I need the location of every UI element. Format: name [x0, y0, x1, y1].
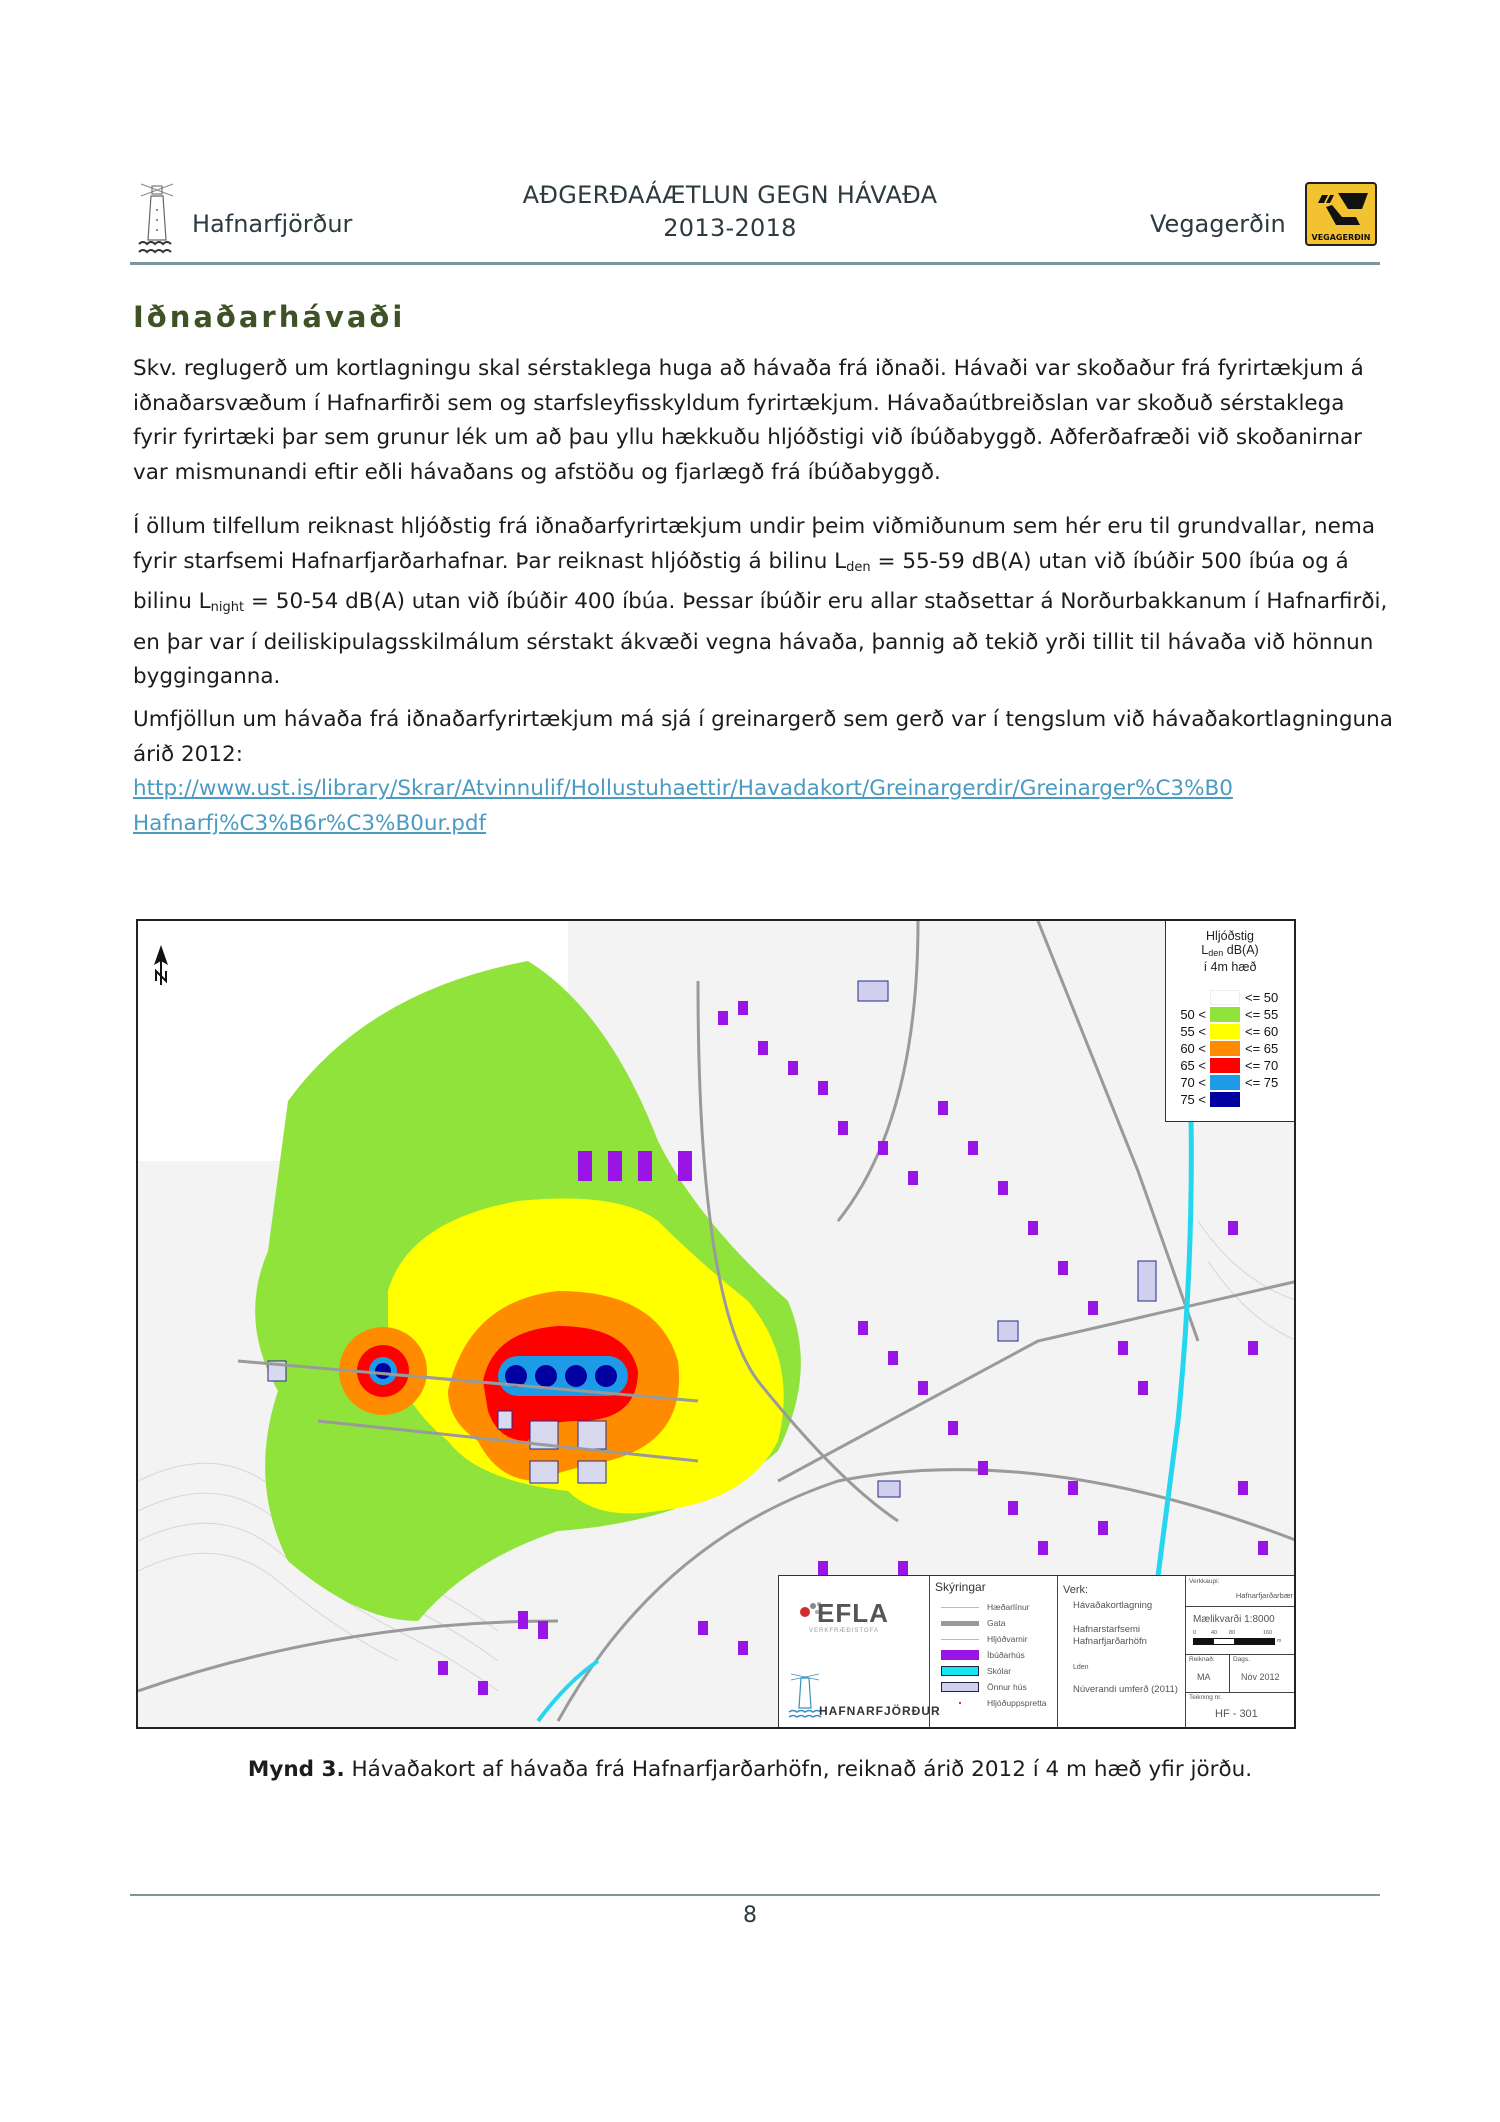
map-key-label: Hæðarlínur: [987, 1602, 1030, 1612]
drawing-info: [1185, 1576, 1296, 1729]
legend-row: [1174, 989, 1278, 1006]
calculated-by-label: Reiknað:: [1189, 1656, 1215, 1663]
title-block-logos: [779, 1576, 941, 1729]
noise-map-figure: [136, 919, 1296, 1729]
project-location: Hafnarfjarðarhöfn: [1073, 1636, 1147, 1647]
scale-tick: 80: [1229, 1630, 1236, 1636]
map-key-row: [941, 1648, 1025, 1662]
header-divider: [130, 262, 1380, 265]
map-key-row: [941, 1600, 1030, 1614]
scale-box: [1185, 1606, 1296, 1655]
legend-den-sub: den: [1208, 948, 1224, 958]
legend-swatch: [1210, 1092, 1240, 1107]
noise-level-legend: [1165, 921, 1294, 1122]
page-header: [130, 172, 1380, 260]
figure-caption: [0, 1757, 1500, 1782]
legend-swatch: [1210, 1024, 1240, 1039]
legend-swatch: [1210, 1041, 1240, 1056]
legend-row: [1174, 1074, 1278, 1091]
legend-swatch: [1210, 1058, 1240, 1073]
drawing-number: HF - 301: [1215, 1708, 1258, 1720]
figure-label: Mynd 3.: [247, 1757, 345, 1782]
legend-high: <= 60: [1245, 1024, 1279, 1039]
map-key-row: [941, 1680, 1027, 1694]
project-label: Verk:: [1063, 1584, 1089, 1596]
legend-high: <= 55: [1245, 1007, 1279, 1022]
legend-unit: dB(A): [1223, 943, 1259, 957]
legend-low: 70 <: [1180, 1075, 1206, 1090]
date-label: Dags.: [1233, 1656, 1250, 1663]
legend-title: [1166, 929, 1294, 974]
report-link-line1[interactable]: http://www.ust.is/library/Skrar/Atvinnulif/Hollustuhaettir/Havadakort/Greinargerdir/Greinarger%C3%B0: [133, 776, 1233, 801]
legend-high: <= 70: [1245, 1058, 1279, 1073]
scale-unit: m: [1277, 1638, 1282, 1644]
efla-logo: EFLA: [817, 1598, 889, 1628]
paragraph-2-text-c: = 50-54 dB(A) utan við íbúðir 400 íbúa. Þessar íbúðir eru allar staðsettar á Norðurbakkanum í Hafnarfirði, en þar var í deiliskipulagsskilmálum sérstakt ákvæði vegna hávaða, þannig að tekið yrði tillit til hávaða við hönnun bygginganna.: [133, 589, 1388, 689]
lnight-subscript: night: [210, 600, 245, 615]
vegagerdin-logo: [1305, 182, 1377, 246]
legend-low: 75 <: [1180, 1092, 1206, 1107]
client-label: Verkkaupi:: [1189, 1578, 1220, 1585]
footer-divider: [130, 1894, 1380, 1896]
project-indicator: Lden: [1073, 1664, 1089, 1671]
paragraph-3-text: Umfjöllun um hávaða frá iðnaðarfyrirtækjum má sjá í greinargerð sem gerð var í tengslum við hávaðakortlagninguna árið 2012:: [133, 707, 1393, 767]
legend-title-line3: í 4m hæð: [1203, 960, 1257, 974]
map-key-label: Gata: [987, 1618, 1006, 1628]
lighthouse-icon: [787, 1670, 823, 1720]
legend-low: 60 <: [1180, 1041, 1206, 1056]
calc-date-box: [1185, 1654, 1296, 1693]
lighthouse-icon: [135, 180, 179, 260]
calculated-by: MA: [1197, 1672, 1211, 1682]
legend-row: [1174, 1006, 1278, 1023]
legend-title-line1: Hljóðstig: [1206, 929, 1254, 943]
paragraph-3: [133, 703, 1393, 841]
efla-subtitle: VERKFRÆÐISTOFA: [809, 1628, 879, 1634]
scale-label: Mælikvarði 1:8000: [1193, 1614, 1275, 1625]
map-key-label: Hljóðuppspretta: [987, 1698, 1047, 1708]
scale-bar: [1193, 1638, 1275, 1645]
legend-swatch: [1210, 990, 1240, 1005]
header-right-org: Vegagerðin: [1150, 210, 1286, 238]
figure-caption-text: Hávaðakort af hávaða frá Hafnarfjarðarhöfn, reiknað árið 2012 í 4 m hæð yfir jörðu.: [344, 1757, 1253, 1782]
paragraph-2-text-a: Í öllum tilfellum reiknast hljóðstig frá iðnaðarfyrirtækjum undir þeim viðmiðunum sem hér eru til grundvallar, nema fyrir starfsemi Hafnarfjarðarhafnar. Þar reiknast hljóðstig á bilinu L: [133, 514, 1376, 574]
project-name: Hávaðakortlagning: [1073, 1600, 1153, 1611]
paragraph-2: [133, 510, 1393, 695]
map-key-label: Önnur hús: [987, 1682, 1027, 1692]
north-arrow-icon: [150, 943, 172, 987]
document-title-line1: AÐGERÐAÁÆTLUN GEGN HÁVAÐA: [522, 181, 938, 209]
drawing-number-label: Teikning nr.: [1189, 1694, 1222, 1701]
map-title-block: [778, 1575, 1296, 1729]
map-key-label: Hljóðvarnir: [987, 1634, 1028, 1644]
legend-title-line2: [1166, 943, 1294, 960]
project-info: [1057, 1576, 1186, 1729]
paragraph-2-text-b: = 55-59 dB(A) utan við íbúðir 500 íbúa og á bilinu L: [133, 548, 1349, 614]
map-key-label: Íbúðarhús: [987, 1650, 1025, 1660]
legend-low: 50 <: [1180, 1007, 1206, 1022]
map-key: [929, 1576, 1058, 1729]
paragraph-1: Skv. reglugerð um kortlagningu skal sérstaklega huga að hávaða frá iðnaði. Hávaði var skoðaður frá fyrirtækjum á iðnaðarsvæðum í Hafnarfirði sem og starfsleyfisskyldum fyrirtækjum. Hávaðaútbreiðslan var skoðuð sérstaklega fyrir fyrirtæki þar sem grunur lék um að þau yllu hækkuðu hljóðstigi við íbúðabyggð. Aðferðafræði við skoðanirnar var mismunandi eftir eðli hávaðans og afstöðu og fjarlægð frá íbúðabyggð.: [133, 356, 1364, 485]
legend-rows: [1174, 989, 1278, 1108]
legend-row: [1174, 1057, 1278, 1074]
drawing-number-box: [1185, 1692, 1296, 1729]
document-title-years: 2013-2018: [663, 214, 797, 242]
legend-low: 65 <: [1180, 1058, 1206, 1073]
legend-swatch: [1210, 1007, 1240, 1022]
scale-tick: 0: [1193, 1630, 1197, 1636]
map-key-row: [941, 1696, 1047, 1710]
scale-tick: 40: [1211, 1630, 1218, 1636]
legend-high: <= 75: [1245, 1075, 1279, 1090]
map-key-row: [941, 1616, 1005, 1630]
client-name: Hafnarfjarðarbær: [1235, 1591, 1293, 1600]
client-box: [1185, 1576, 1296, 1607]
hafnarfjordur-logo-text: HAFNARFJÖRÐUR: [819, 1704, 941, 1718]
scale-tick: 160: [1263, 1630, 1273, 1636]
report-link-line2[interactable]: Hafnarfj%C3%B6r%C3%B0ur.pdf: [133, 810, 487, 836]
map-key-row: [941, 1632, 1028, 1646]
map-key-label: Skólar: [987, 1666, 1012, 1676]
road-logo-icon: [1308, 187, 1376, 233]
legend-low: 55 <: [1180, 1024, 1206, 1039]
page-number: 8: [743, 1903, 757, 1928]
legend-high: <= 65: [1245, 1041, 1279, 1056]
header-left-org: Hafnarfjörður: [192, 210, 353, 238]
legend-row: [1174, 1091, 1278, 1108]
project-traffic: Núverandi umferð (2011): [1073, 1684, 1178, 1695]
section-heading: Iðnaðarhávaði: [133, 300, 406, 334]
legend-high: <= 50: [1245, 990, 1279, 1005]
map-key-row: [941, 1664, 1011, 1678]
legend-row: [1174, 1040, 1278, 1057]
legend-row: [1174, 1023, 1278, 1040]
lden-subscript: den: [846, 559, 871, 575]
document-title: [510, 179, 950, 245]
date-value: Nóv 2012: [1241, 1672, 1280, 1682]
legend-l: L: [1201, 943, 1209, 957]
map-key-title: Skýringar: [935, 1580, 986, 1594]
vegagerdin-logo-text: VEGAGERÐIN: [1311, 233, 1371, 242]
legend-swatch: [1210, 1075, 1240, 1090]
project-activity: Hafnarstarfsemi: [1073, 1624, 1141, 1635]
